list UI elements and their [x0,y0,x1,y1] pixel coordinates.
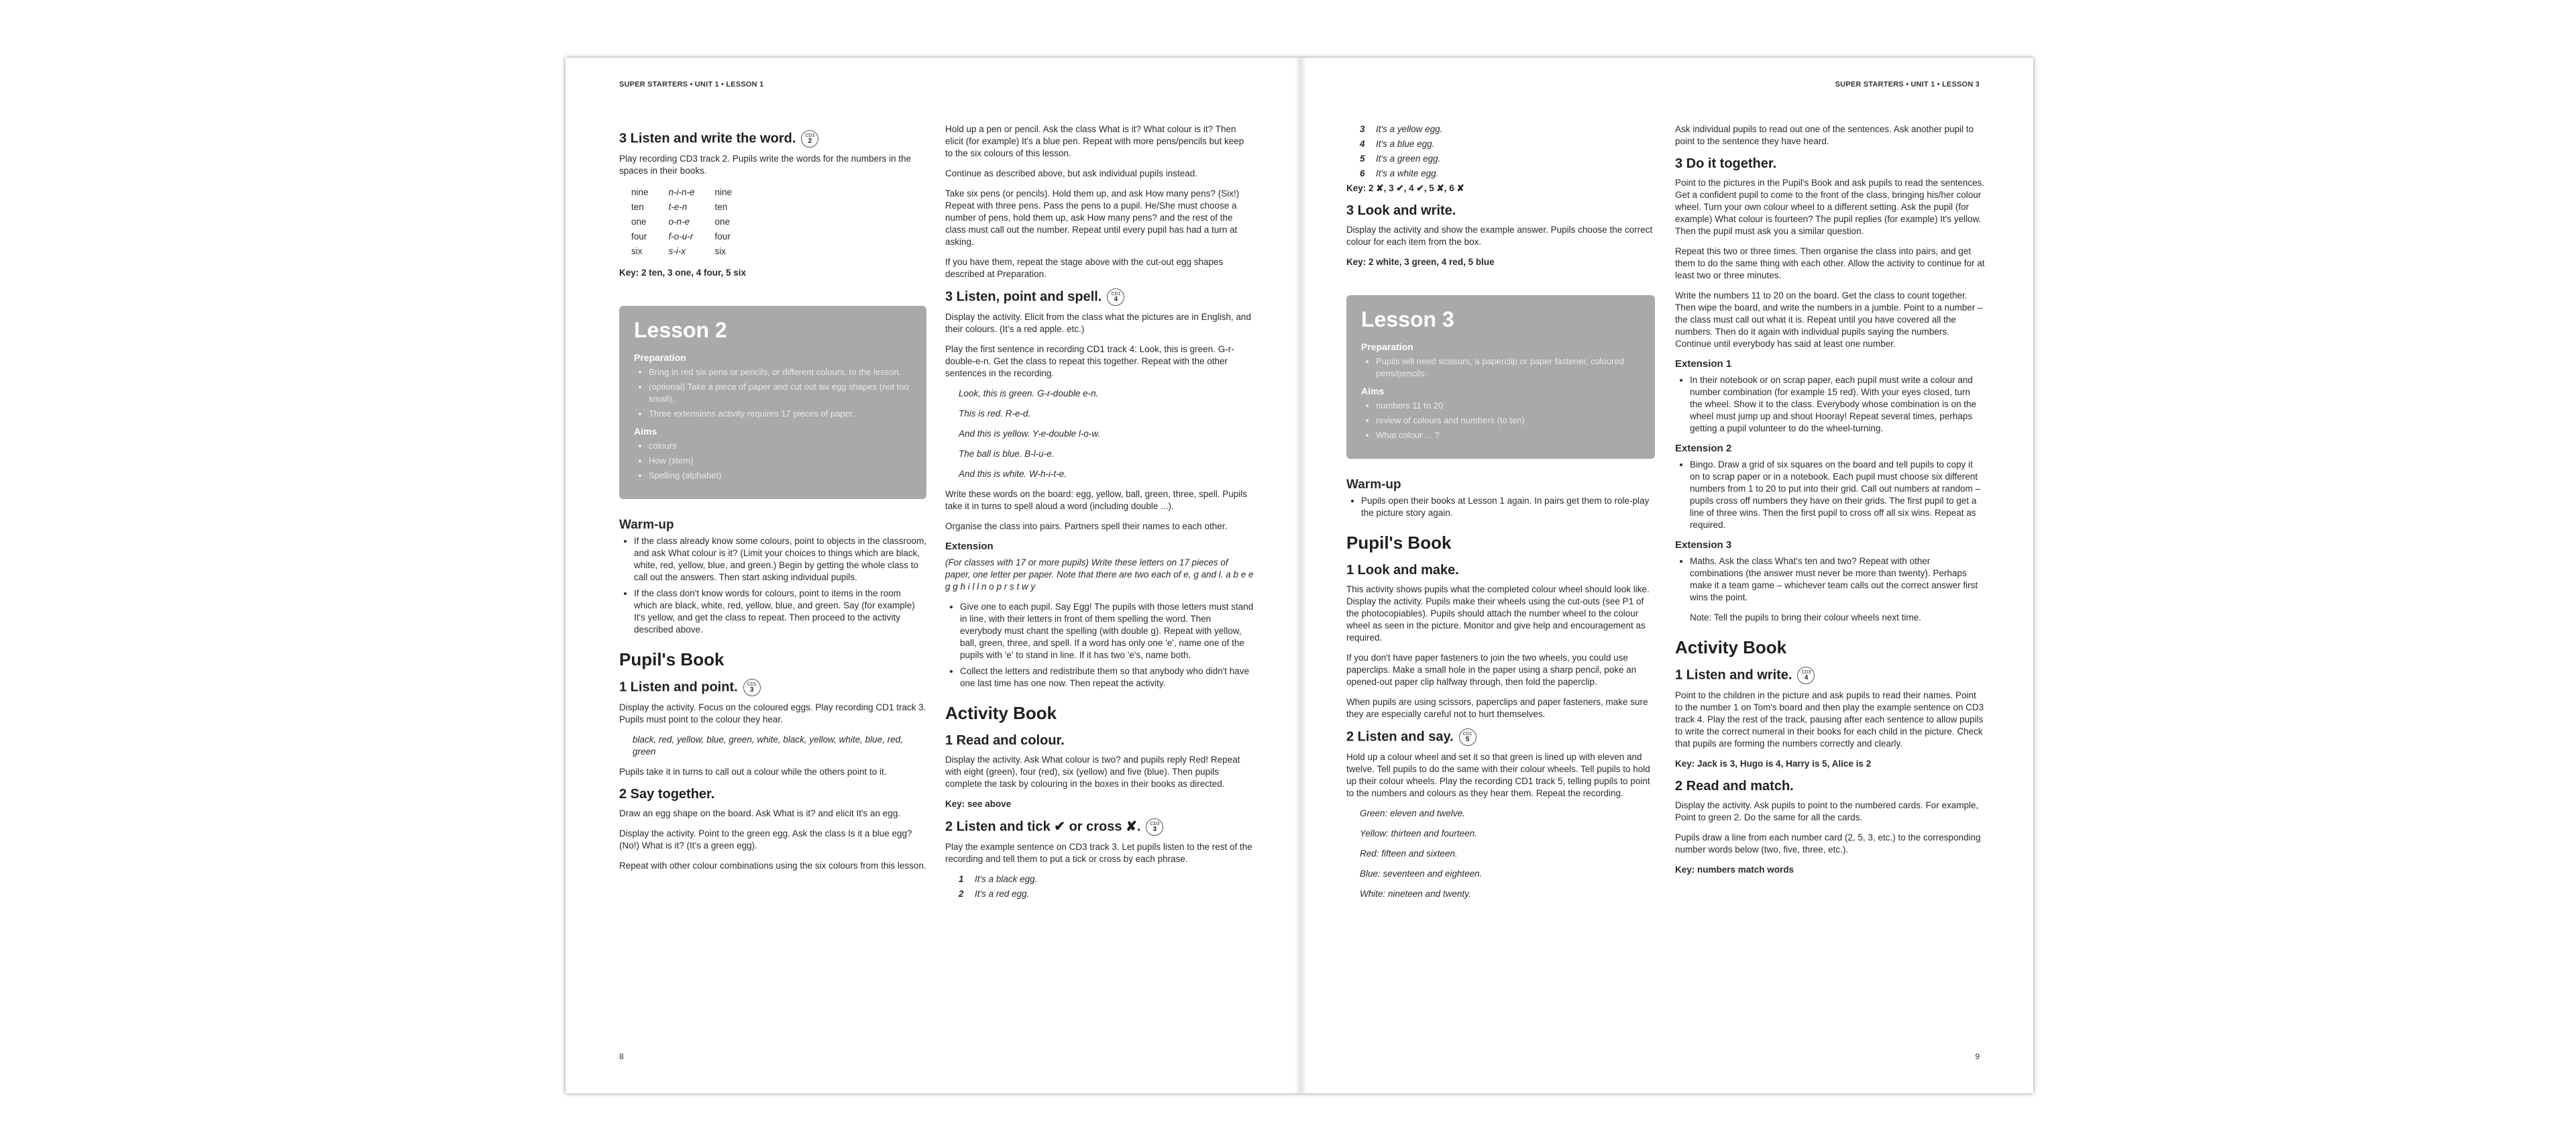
extension-heading: Extension 3 [1675,539,1732,551]
section-heading: 3 Do it together. [1675,156,1777,171]
numbered-sentence [1346,153,1655,165]
paragraph: If you don't have paper fasteners to join the two wheels, you could use paperclips. Make a small hole in the paper using a sharp pencil, poke an opened-out paper clip halfway through, then fold the paperclip. [1346,653,1637,687]
extension-heading: Extension 2 [1675,443,1732,454]
answer-key: Key: 2 white, 3 green, 4 red, 5 blue [1346,257,1495,267]
extension-list [945,601,1254,690]
recording-words: black, red, yellow, blue, green, white, black, yellow, white, blue, red, green [633,734,903,757]
paragraph: Pupils take it in turns to call out a colour while the others point to it. [619,767,887,777]
answer-key: Key: 2 ten, 3 one, 4 four, 5 six [619,268,747,278]
section-heading: 2 Read and match. [1675,779,1794,794]
paragraph: Hold up a colour wheel and set it so that green is lined up with eleven and twelve. Tell pupils to do the same with their colour wheels. Tell pupils to hold up their colour wheels. Play the recording CD1 track 5, telling pupils to point to the numbers and colours as they hear them. Repeat the recording. [1346,752,1650,798]
paragraph: Write these words on the board: egg, yellow, ball, green, three, spell. Pupils take it in turns to spell aloud a word (including double ...). [945,489,1248,511]
paragraph: (For classes with 17 or more pupils) Write these letters on 17 pieces of paper, one letter per paper. Note that there are two each of e, g and l. a b e e g g h i l l n o p r s t w y [945,557,1254,592]
word-cell: f-o-u-r [668,231,694,241]
numbered-sentences [945,873,1254,900]
paragraph: Repeat this two or three times. Then organise the class into pairs, and get them to do the same thing with each other. Allow the activity to continue for at least two or three minutes. [1675,246,1985,280]
cd-icon: CD1 4 [1107,288,1124,306]
list-item: • Spelling (alphabet) [649,470,912,482]
recording-line: Red: fifteen and sixteen. [1360,849,1458,859]
sentence-text: It's a green egg. [1376,154,1441,164]
extension-heading: Extension [945,541,994,552]
recording-lines [945,388,1254,480]
section-heading: 3 Listen and write the word. CD3 2 [619,130,926,148]
recording-line: White: nineteen and twenty. [1360,889,1471,899]
cd-icon: CD3 2 [801,130,818,148]
sentence-number: 6 [1360,168,1365,178]
answer-key: Key: numbers match words [1675,865,1794,875]
paragraph: Display the activity and show the example answer. Pupils choose the correct colour for each item from the box. [1346,225,1653,247]
recording-line: And this is white. W-h-i-t-e. [959,469,1067,479]
paragraph: Play the example sentence on CD3 track 3. Let pupils listen to the rest of the recording and tell them to put a tick or cross by each phrase. [945,842,1252,864]
word-cell: nine [714,187,733,197]
paragraph: Repeat with other colour combinations using the six colours from this lesson. [619,861,926,871]
paragraph: Hold up a pen or pencil. Ask the class What is it? What colour is it? Then elicit (for example) It's a blue pen. Repeat with more pens/pencils but keep to the six colours of this lesson. [945,124,1244,158]
paragraph: Pupils draw a line from each number card (2, 5, 3, etc.) to the corresponding number words below (two, five, three, etc.). [1675,832,1981,855]
preparation-heading: Preparation [1361,341,1413,352]
paragraph: Play the first sentence in recording CD1 track 4: Look, this is green. G-r-double-e-n. Get the class to repeat this together. Repeat with the other sentences in the recording. [945,344,1234,378]
paragraph: If you have them, repeat the stage above with the cut-out egg shapes described at Preparation. [945,257,1224,279]
sentence-number: 4 [1360,139,1365,149]
word-table [631,185,752,259]
answer-key: Key: 2 ✘, 3 ✔, 4 ✔, 5 ✘, 6 ✘ [1346,183,1464,193]
sentence-text: It's a yellow egg. [1376,124,1443,134]
lesson-title: Lesson 2 [634,318,727,342]
numbered-sentence [945,873,1254,885]
list-item: • Bingo. Draw a grid of six squares on the board and tell pupils to copy it on to scrap paper or in a notebook. Each pupil must choose six different numbers from 1 to 20 to put into their grid. Call out numbers at random – pupils cross off numbers they have on their grids. The first pupil to get a line of three wins. Then the first pupil to cross off all six wins. Repeat as required. [1690,459,1985,531]
section-heading: 2 Say together. [619,787,715,802]
list-item: • Pupils will need scissors, a paperclip or paper fastener, coloured pens/pencils. [1376,356,1640,380]
paragraph: Point to the children in the picture and ask pupils to read their names. Point to the number 1 on Tom's board and then play the example sentence on CD3 track 4. Play the rest of the track, pausing after each sentence to allow pupils to write the correct numeral in their books for each child in the picture. Check that pupils are forming the numbers correctly and clearly. [1675,690,1984,749]
right-column-1 [1346,123,1655,908]
numbered-sentences [1346,123,1655,180]
running-head: SUPER STARTERS • UNIT 1 • LESSON 1 [619,80,764,89]
list-item: • Pupils open their books at Lesson 1 again. In pairs get them to role-play the picture story again. [1361,495,1655,519]
word-cell: one [714,217,731,227]
sentence-number: 5 [1360,154,1365,164]
numbered-sentence [1346,123,1655,135]
activity-book-heading: Activity Book [945,703,1057,723]
list-item: • Give one to each pupil. Say Egg! The pupils with those letters must stand in line, with their letters in front of them spelling the word. Then everybody must chant the spelling (with double g). Repeat with yellow, ball, green, three, and spell. If a word has only one 'e', name one of the pupils with 'e' to stand in line. If it has two 'e's, name both. [960,601,1254,661]
word-cell: one [631,217,647,227]
warmup-list [619,535,926,636]
recording-line: This is red. R-e-d. [959,409,1031,419]
lesson-title: Lesson 3 [1361,307,1454,331]
paragraph: Ask individual pupils to read out one of the sentences. Ask another pupil to point to the sentence they have heard. [1675,124,1974,146]
numbered-sentence [1346,138,1655,150]
list-item: • colours [649,440,912,452]
paragraph: This activity shows pupils what the completed colour wheel should look like. Display the activity. Pupils make their wheels using the cut-outs (see P1 of the photocopiables). Pupils should attach the number wheel to the colour wheel as seen in the picture. Monitor and give help and encouragement as required. [1346,584,1650,643]
page-number: 9 [1975,1052,1980,1061]
paragraph: Display the activity. Focus on the coloured eggs. Play recording CD1 track 3. Pupils must point to the colour they hear. [619,702,926,724]
list-item: • Collect the letters and redistribute them so that anybody who didn't have one last time has one now. Then repeat the activity. [960,665,1254,690]
right-column-2 [1675,123,1985,884]
paragraph: Organise the class into pairs. Partners spell their names to each other. [945,521,1228,531]
word-cell: four [631,231,647,241]
paragraph: Display the activity. Ask What colour is two? and pupils reply Red! Repeat with eight (green), four (red), six (yellow) and five (blue). Then pupils complete the task by colouring in the boxes in their books as directed. [945,755,1240,789]
preparation-heading: Preparation [634,352,686,363]
book-spread [566,58,2033,1093]
paragraph: Draw an egg shape on the board. Ask What is it? and elicit It's an egg. [619,808,901,818]
list-item: • How (stem) [649,455,912,467]
section-heading: 1 Look and make. [1346,563,1459,578]
word-row [631,200,752,215]
aims-heading: Aims [634,426,657,437]
left-column-1 [619,122,926,880]
section-heading: 1 Read and colour. [945,733,1065,748]
extension-heading: Extension 1 [1675,358,1732,370]
list-item: • numbers 11 to 20 [1376,400,1640,412]
word-cell: four [714,231,731,241]
list-item: • What colour ... ? [1376,429,1640,441]
word-cell: s-i-x [668,246,686,256]
note: Note: Tell the pupils to bring their colour wheels next time. [1690,612,1921,622]
paragraph: Write the numbers 11 to 20 on the board. Get the class to count together. Then wipe the board, and write the numbers in a jumble. Point to a number – the class must call out what it is. Repeat until you have covered all the numbers. Then do it again with individual pupils saying the numbers. Continue until everybody has said at least one number. [1675,290,1983,349]
section-heading: 1 Listen and write. CD3 4 [1675,667,1985,684]
pupils-book-heading: Pupil's Book [619,649,724,669]
recording-line: The ball is blue. B-l-u-e. [959,449,1055,459]
section-heading: 3 Look and write. [1346,203,1456,218]
preparation-list [1361,356,1640,380]
sentence-text: It's a white egg. [1376,168,1439,178]
word-cell: ten [714,202,728,212]
right-page [1299,58,2033,1093]
aims-heading: Aims [1361,386,1385,396]
sentence-number: 2 [959,889,964,899]
section-heading: 2 Listen and tick ✔ or cross ✘. CD3 3 [945,818,1254,836]
sentence-text: It's a red egg. [975,889,1030,899]
paragraph: Play recording CD3 track 2. Pupils write the words for the numbers in the spaces in their books. [619,154,912,176]
paragraph: Display the activity. Elicit from the class what the pictures are in English, and their colours. (It's a red apple. etc.) [945,312,1251,334]
aims-list [1361,400,1640,441]
list-item: • If the class already know some colours, point to objects in the classroom, and ask What colour is it? (Limit your choices to things which are black, white, red, yellow, blue, and green.) Begin by getting the whole class to call out the answers. Then start asking individual pupils. [634,535,926,584]
recording-line: Blue: seventeen and eighteen. [1360,869,1483,879]
numbered-sentence [945,888,1254,900]
cd-icon: CD1 5 [1459,728,1477,746]
cd-icon: CD3 4 [1797,667,1815,684]
word-row [631,244,752,259]
preparation-list [634,366,912,420]
answer-key: Key: see above [945,799,1012,809]
answer-key: Key: Jack is 3, Hugo is 4, Harry is 5, Alice is 2 [1675,759,1872,769]
word-cell: t-e-n [668,202,688,212]
list-item: • If the class don't know words for colours, point to items in the room which are black, white, red, yellow, blue, and green. Say (for example) It's yellow, and get the class to repeat. Then proceed to the activity described above. [634,588,926,636]
section-heading: 3 Listen, point and spell. CD1 4 [945,288,1254,306]
paragraph: When pupils are using scissors, paperclips and paper fasteners, make sure they are especially careful not to hurt themselves. [1346,697,1648,719]
section-heading: 2 Listen and say. CD1 5 [1346,728,1655,746]
lesson-box [619,306,926,499]
cd-icon: CD1 3 [743,679,761,696]
recording-line: And this is yellow. Y-e-double l-o-w. [959,429,1101,439]
list-item: • Three extensions activity requires 17 pieces of paper. [649,408,912,420]
paragraph: Display the activity. Point to the green egg. Ask the class Is it a blue egg? (No!) What is it? (It's a green egg). [619,828,912,851]
word-cell: o-n-e [668,217,690,227]
lesson-box [1346,295,1655,459]
sentence-text: It's a black egg. [975,874,1038,884]
section-heading: 1 Listen and point. CD1 3 [619,679,926,696]
word-row [631,215,752,229]
paragraph: Continue as described above, but ask individual pupils instead. [945,168,1197,178]
sentence-text: It's a blue egg. [1376,139,1435,149]
word-row [631,185,752,200]
list-item: • Bring in red six pens or pencils, or different colours, to the lesson. [649,366,912,378]
word-cell: six [631,246,643,256]
word-cell: nine [631,187,649,197]
left-column-2 [945,123,1254,903]
word-cell: ten [631,202,644,212]
list-item: • Maths. Ask the class What's ten and two? Repeat with other combinations (the answer must never be more than twenty). Perhaps make it a team game – whichever team calls out the correct answer first wins the point. [1690,555,1985,604]
list-item: • In their notebook or on scrap paper, each pupil must write a colour and number combination (for example 15 red). With your eyes closed, turn the wheel. Show it to the class. Everybody whose combination is on the wheel must jump up and shout Hooray! Repeat several times, perhaps getting a pupil volunteer to do the wheel-turning. [1690,374,1985,435]
warmup-list [1346,495,1655,519]
paragraph: Point to the pictures in the Pupil's Book and ask pupils to read the sentences. Get a confident pupil to come to the front of the class, bringing his/her colour wheel. Turn your own colour wheel to a different setting. Ask the pupil (for example) What colour is fourteen? The pupil replies (for example) It's yellow. Then the pupil must ask you a similar question. [1675,178,1985,236]
warmup-heading: Warm-up [1346,478,1401,492]
extension-list [1675,459,1985,531]
recording-line: Green: eleven and twelve. [1360,808,1465,818]
extension-list [1675,555,1985,604]
running-head: SUPER STARTERS • UNIT 1 • LESSON 3 [1835,80,1980,89]
paragraph: Display the activity. Ask pupils to point to the numbered cards. For example, Point to green 2. Do the same for all the cards. [1675,800,1979,822]
extension-list [1675,374,1985,435]
activity-book-heading: Activity Book [1675,637,1787,657]
recording-line: Yellow: thirteen and fourteen. [1360,828,1477,838]
recording-line: Look, this is green. G-r-double e-n. [959,388,1099,398]
recording-lines [1346,808,1655,900]
word-cell: six [714,246,727,256]
sentence-number: 3 [1360,124,1365,134]
left-page [566,58,1299,1093]
warmup-heading: Warm-up [619,518,674,532]
numbered-sentence [1346,168,1655,180]
aims-list [634,440,912,482]
word-cell: n-i-n-e [668,187,695,197]
list-item: • (optional) Take a piece of paper and cut out six egg shapes (not too small). [649,381,912,405]
list-item: • review of colours and numbers (to ten) [1376,415,1640,427]
pupils-book-heading: Pupil's Book [1346,533,1452,553]
sentence-number: 1 [959,874,964,884]
paragraph: Take six pens (or pencils). Hold them up, and ask How many pens? (Six!) Repeat with three pens. Pass the pens to a pupil. He/She must choose a number of pens, hold them up, ask How many pens? and the rest of the class must call out the number. Repeat until every pupil has had a turn at asking. [945,188,1240,247]
page-number: 8 [619,1052,624,1061]
word-row [631,229,752,244]
cd-icon: CD3 3 [1146,818,1163,836]
